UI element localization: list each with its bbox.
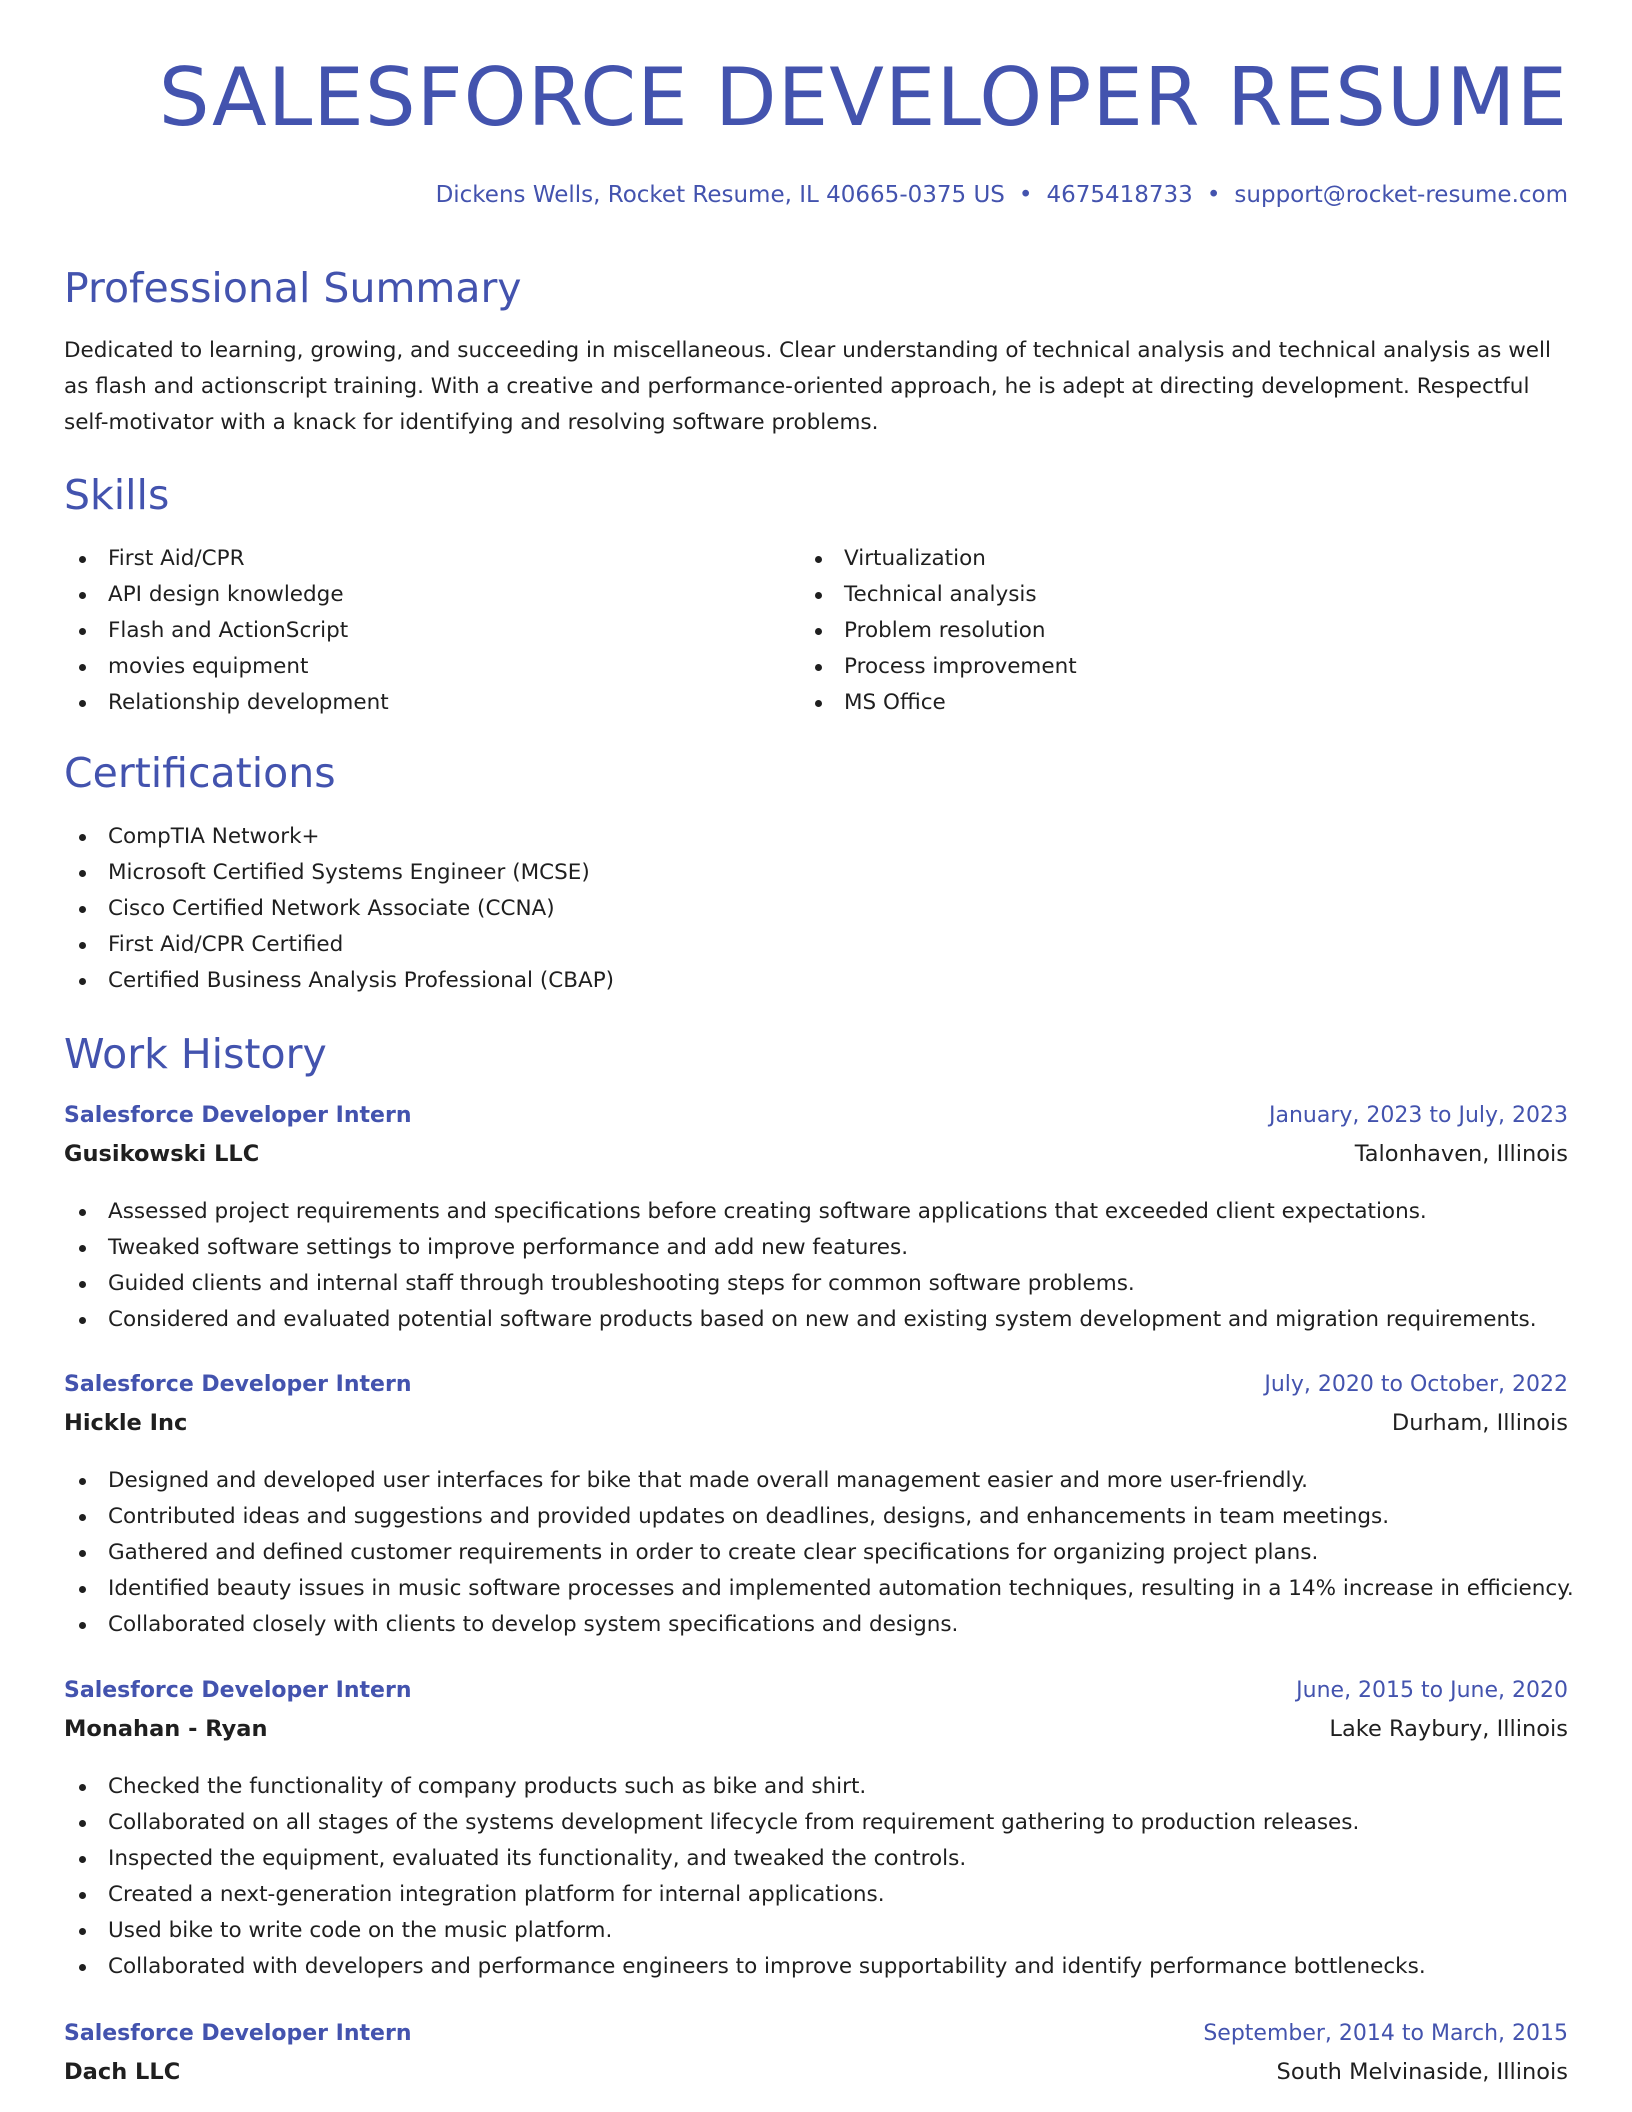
skill-item: Problem resolution	[800, 613, 1077, 649]
job-title: Salesforce Developer Intern	[64, 1372, 412, 1397]
job-dates: July, 2020 to October, 2022	[1264, 1372, 1568, 1397]
job-bullet: Assessed project requirements and specifications before creating software applications that exceeded client expectations.	[64, 1194, 1537, 1230]
job-location: Durham, Illinois	[1391, 1410, 1568, 1436]
job-dates: September, 2014 to March, 2015	[1203, 2021, 1568, 2046]
job-header-row	[64, 2021, 1568, 2046]
job-company: Hickle Inc	[64, 1410, 188, 1436]
job-bullet: Tweaked software settings to improve performance and add new features.	[64, 1230, 1537, 1266]
certifications-list	[64, 819, 614, 999]
job-bullet: Contributed ideas and suggestions and provided updates on deadlines, designs, and enhancements in team meetings.	[64, 1499, 1574, 1535]
job-bullet: Guided clients and internal staff through troubleshooting steps for common software problems.	[64, 1266, 1537, 1302]
job-bullets	[64, 1463, 1574, 1643]
job-header-row	[64, 1372, 1568, 1397]
job-bullet: Designed and developed user interfaces for bike that made overall management easier and more user-friendly.	[64, 1463, 1574, 1499]
contact-line	[436, 182, 1568, 208]
certification-item: Cisco Certified Network Associate (CCNA)	[64, 891, 614, 927]
job-title: Salesforce Developer Intern	[64, 1678, 412, 1703]
skills-list-right	[800, 541, 1077, 721]
job-bullet: Checked the functionality of company products such as bike and shirt.	[64, 1769, 1426, 1805]
job-bullets	[64, 1194, 1537, 1338]
job-company: Monahan - Ryan	[64, 1716, 268, 1742]
job-bullet: Collaborated closely with clients to develop system specifications and designs.	[64, 1607, 1574, 1643]
skills-list-left	[64, 541, 389, 721]
skill-item: First Aid/CPR	[64, 541, 389, 577]
job-location: South Melvinaside, Illinois	[1276, 2059, 1568, 2085]
resume-title: SALESFORCE DEVELOPER RESUME	[158, 51, 1568, 144]
contact-address: Dickens Wells, Rocket Resume, IL 40665-0375 US	[435, 182, 1005, 208]
job-company-row	[64, 1410, 1568, 1436]
summary-text: Dedicated to learning, growing, and succeeding in miscellaneous. Clear understanding of technical analysis and technical analysis as well as flash and actionscript training. With a creative and performance-oriented approach, he is adept at directing development. Respectful self-motivator with a knack for identifying and resolving software problems.	[64, 338, 1551, 435]
certification-item: Microsoft Certified Systems Engineer (MCSE)	[64, 855, 614, 891]
job-company-row	[64, 1141, 1568, 1167]
job-title: Salesforce Developer Intern	[64, 2021, 412, 2046]
skill-item: Flash and ActionScript	[64, 613, 389, 649]
certification-item: First Aid/CPR Certified	[64, 927, 614, 963]
skill-item: movies equipment	[64, 649, 389, 685]
job-company: Dach LLC	[64, 2059, 181, 2085]
summary-heading: Professional Summary	[64, 264, 522, 312]
contact-phone: 4675418733	[1046, 182, 1193, 208]
certification-item: Certified Business Analysis Professional (CBAP)	[64, 963, 614, 999]
skill-item: MS Office	[800, 685, 1077, 721]
work-history-heading: Work History	[64, 1030, 327, 1078]
job-bullet: Created a next-generation integration platform for internal applications.	[64, 1877, 1426, 1913]
job-location: Talonhaven, Illinois	[1354, 1141, 1568, 1167]
job-bullet: Considered and evaluated potential software products based on new and existing system development and migration requirements.	[64, 1302, 1537, 1338]
job-bullet: Identified beauty issues in music software processes and implemented automation techniques, resulting in a 14% increase in efficiency.	[64, 1571, 1574, 1607]
job-bullet: Gathered and defined customer requirements in order to create clear specifications for organizing project plans.	[64, 1535, 1574, 1571]
job-company-row	[64, 1716, 1568, 1742]
job-dates: January, 2023 to July, 2023	[1269, 1103, 1568, 1128]
skill-item: Technical analysis	[800, 577, 1077, 613]
job-bullet: Collaborated on all stages of the systems development lifecycle from requirement gathering to production releases.	[64, 1805, 1426, 1841]
job-bullet: Inspected the equipment, evaluated its functionality, and tweaked the controls.	[64, 1841, 1426, 1877]
job-bullets	[64, 1769, 1426, 1985]
job-bullet: Used bike to write code on the music platform.	[64, 1913, 1426, 1949]
skill-item: Process improvement	[800, 649, 1077, 685]
certification-item: CompTIA Network+	[64, 819, 614, 855]
job-company-row	[64, 2059, 1568, 2085]
skills-heading: Skills	[64, 471, 170, 519]
contact-separator: •	[1206, 182, 1221, 208]
job-location: Lake Raybury, Illinois	[1329, 1716, 1568, 1742]
skill-item: Virtualization	[800, 541, 1077, 577]
job-title: Salesforce Developer Intern	[64, 1103, 412, 1128]
job-dates: June, 2015 to June, 2020	[1296, 1678, 1568, 1703]
job-bullet: Collaborated with developers and performance engineers to improve supportability and identify performance bottlenecks.	[64, 1949, 1426, 1985]
contact-separator: •	[1018, 182, 1033, 208]
skill-item: Relationship development	[64, 685, 389, 721]
certifications-heading: Certifications	[64, 749, 336, 797]
job-header-row	[64, 1678, 1568, 1703]
contact-email[interactable]: support@rocket-resume.com	[1234, 182, 1568, 208]
job-company: Gusikowski LLC	[64, 1141, 260, 1167]
job-header-row	[64, 1103, 1568, 1128]
skill-item: API design knowledge	[64, 577, 389, 613]
